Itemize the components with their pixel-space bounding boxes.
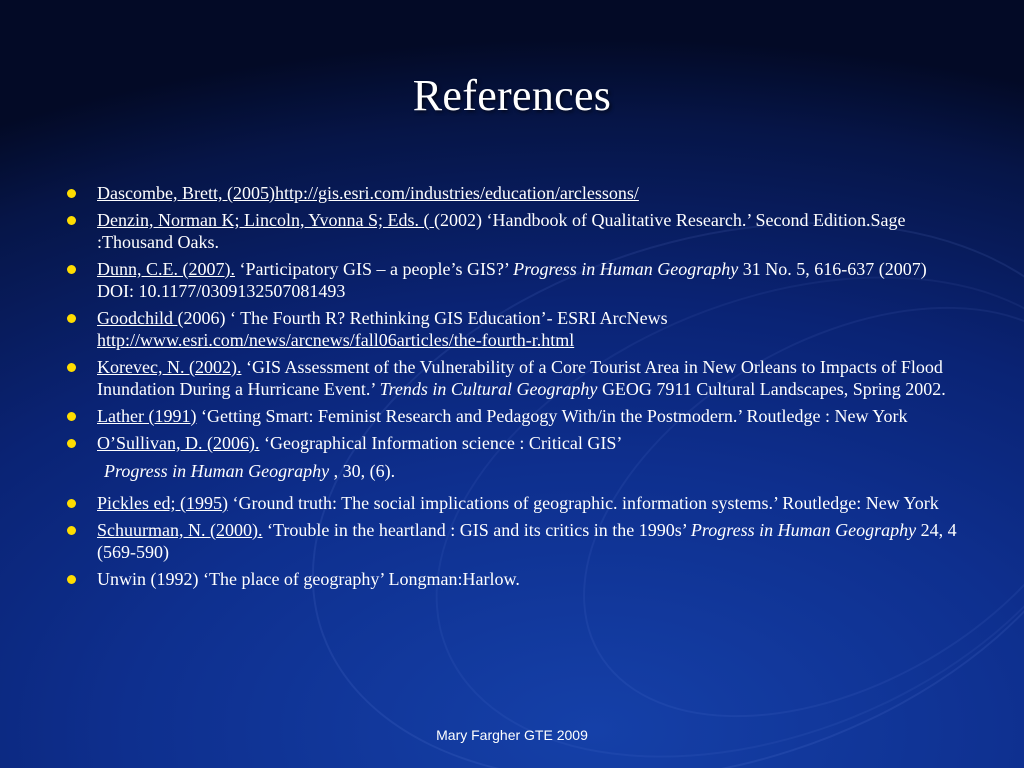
reference-item (60, 258, 960, 302)
reference-text: 24, 4 (569-590) (97, 520, 957, 562)
journal-title: Progress in Human Geography (104, 461, 330, 481)
reference-item (60, 519, 960, 563)
reference-text: 31 No. 5, 616-637 (2007) (738, 259, 927, 279)
reference-item (60, 405, 960, 427)
bullet-icon (67, 526, 76, 535)
bullet-icon (67, 439, 76, 448)
reference-continuation (60, 460, 960, 482)
reference-text: (2002) ‘Handbook of Qualitative Research.’ Second Edition.Sage :Thousand Oaks. (97, 210, 906, 252)
bullet-icon (67, 363, 76, 372)
reference-text: (2006) ‘ The Fourth R? Rethinking GIS Education’- ESRI ArcNews (177, 308, 668, 328)
reference-item (60, 432, 960, 454)
reference-link[interactable]: Dunn, C.E. (2007). (97, 259, 235, 279)
reference-link[interactable]: Goodchild (97, 308, 178, 328)
reference-text: ‘Getting Smart: Feminist Research and Pedagogy With/in the Postmodern.’ Routledge : New York (196, 406, 908, 426)
reference-item (60, 209, 960, 253)
reference-text: ‘GIS Assessment of the Vulnerability of a Core Tourist Area in New Orleans to Impacts of Flood Inundation During a Hurricane Event.’ (97, 357, 943, 399)
reference-item (60, 568, 960, 590)
journal-title: Progress in Human Geography (513, 259, 739, 279)
bullet-icon (67, 575, 76, 584)
reference-item (60, 182, 960, 204)
bullet-icon (67, 216, 76, 225)
reference-text: ‘Ground truth: The social implications of geographic. information systems.’ Routledge: New York (227, 493, 939, 513)
reference-doi: DOI: 10.1177/0309132507081493 (97, 281, 346, 301)
journal-title: Trends in Cultural Geography (379, 379, 598, 399)
reference-link[interactable]: O’Sullivan, D. (2006). (97, 433, 260, 453)
reference-text: Unwin (1992) ‘The place of geography’ Longman:Harlow. (97, 569, 520, 589)
reference-link[interactable]: Lather (1991) (97, 406, 197, 426)
reference-list (60, 182, 960, 595)
reference-text: , 30, (6). (329, 461, 396, 481)
reference-link[interactable]: Korevec, N. (2002). (97, 357, 242, 377)
reference-url[interactable]: http://www.esri.com/news/arcnews/fall06articles/the-fourth-r.html (97, 330, 575, 350)
reference-text: GEOG 7911 Cultural Landscapes, Spring 2002. (597, 379, 946, 399)
reference-text: ‘Geographical Information science : Critical GIS’ (259, 433, 623, 453)
reference-item (60, 356, 960, 400)
journal-title: Progress in Human Geography (690, 520, 917, 540)
slide-title: References (412, 71, 612, 120)
bullet-icon (67, 412, 76, 421)
reference-text: ‘Trouble in the heartland : GIS and its critics in the 1990s’ (262, 520, 691, 540)
reference-link[interactable]: Pickles ed; (1995) (97, 493, 228, 513)
reference-item (60, 492, 960, 514)
reference-link[interactable]: Denzin, Norman K; Lincoln, Yvonna S; Eds. ( (97, 210, 434, 230)
reference-item (60, 307, 960, 351)
reference-text: ‘Participatory GIS – a people’s GIS?’ (235, 259, 514, 279)
bullet-icon (67, 499, 76, 508)
bullet-icon (67, 314, 76, 323)
bullet-icon (67, 265, 76, 274)
reference-link[interactable]: Dascombe, Brett, (2005)http://gis.esri.com/industries/education/arclessons/ (97, 183, 639, 203)
bullet-icon (67, 189, 76, 198)
slide-footer: Mary Fargher GTE 2009 (436, 727, 588, 743)
reference-link[interactable]: Schuurman, N. (2000). (97, 520, 263, 540)
